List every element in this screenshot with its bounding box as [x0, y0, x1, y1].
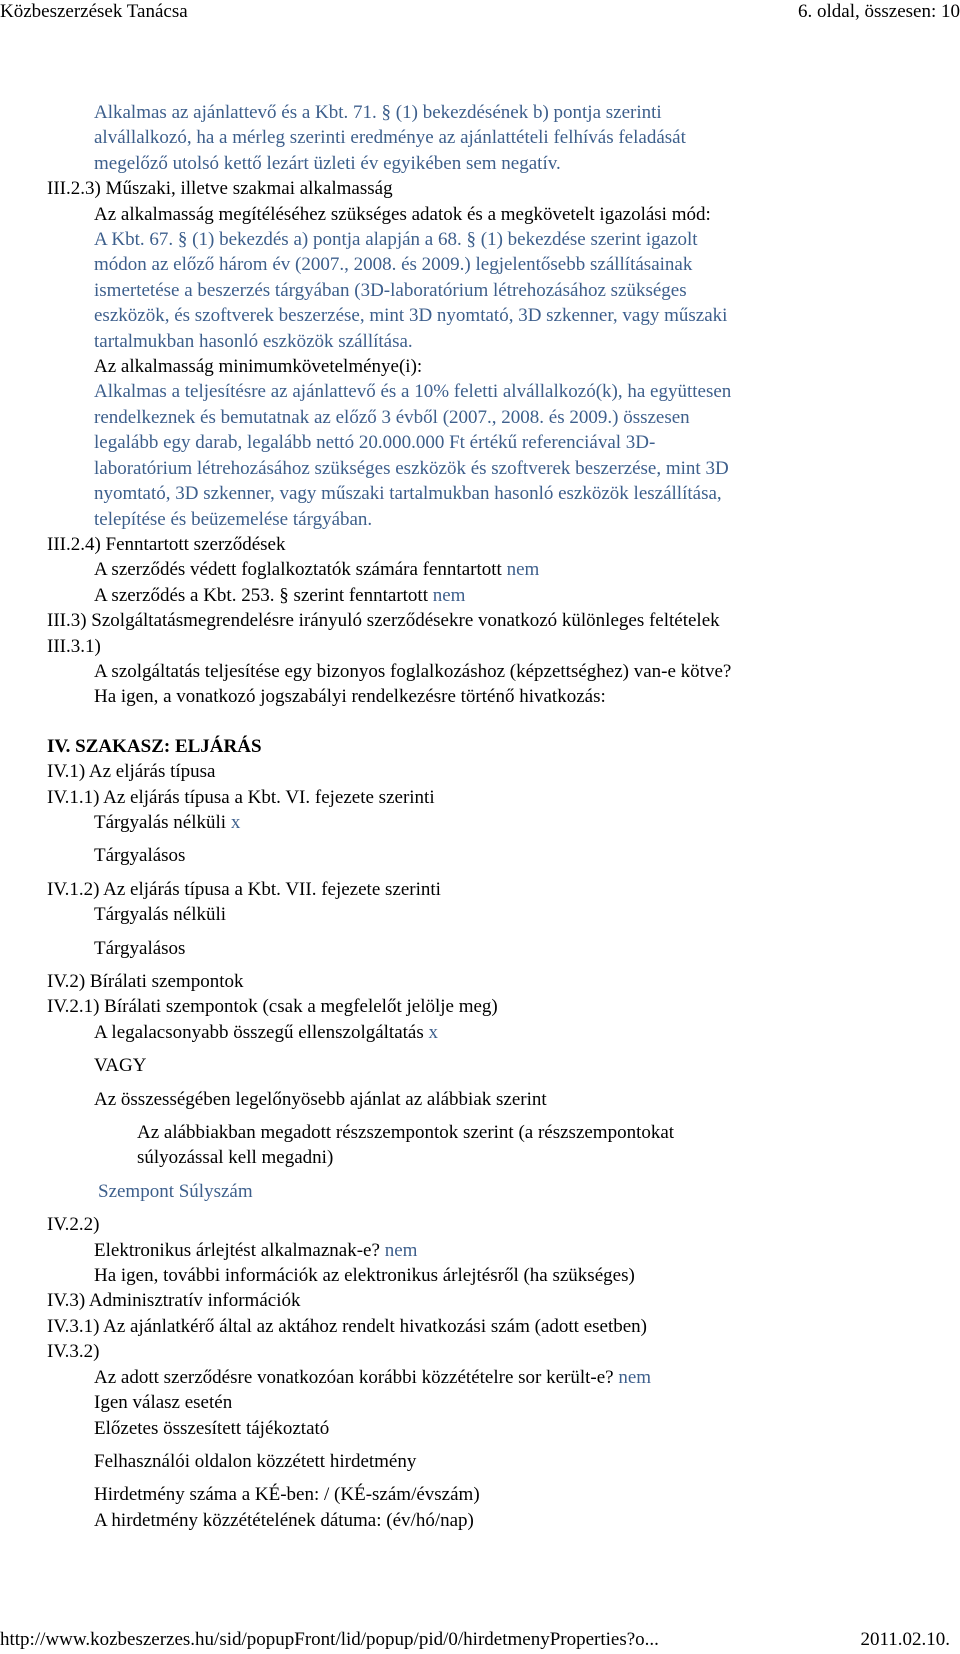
- document-body: [47, 100, 947, 1533]
- field-label: Felhasználói oldalon közzétett hirdetmény: [94, 1450, 417, 1472]
- criteria-table-header: Szempont Súlyszám: [98, 1180, 253, 1202]
- section-title: III.2.3) Műszaki, illetve szakmai alkalmasság: [47, 178, 393, 200]
- minimum-requirement-line: nyomtató, 3D szkenner, vagy műszaki tartalmukban hasonló eszközök leszállítása,: [94, 483, 722, 505]
- field-value: nem: [618, 1366, 652, 1388]
- header-site-title: Közbeszerzések Tanácsa: [0, 1, 188, 22]
- field-label: A szerződés védett foglalkoztatók számára fenntartott: [94, 559, 502, 581]
- field-label: súlyozással kell megadni): [137, 1147, 334, 1169]
- part-heading: IV. SZAKASZ: ELJÁRÁS: [47, 735, 262, 757]
- field-label: Ha igen, a vonatkozó jogszabályi rendelkezésre történő hivatkozás:: [94, 686, 606, 708]
- field-row: [47, 1238, 947, 1263]
- section-title: III.3) Szolgáltatásmegrendelésre irányuló szerződésekre vonatkozó különleges feltételek: [47, 610, 720, 632]
- field-label: Az alkalmasság minimumkövetelménye(i):: [94, 356, 423, 378]
- section-title: IV.1) Az eljárás típusa: [47, 761, 216, 783]
- field-value: nem: [506, 559, 540, 581]
- minimum-requirement-line: telepítése és beüzemelése tárgyában.: [94, 508, 373, 530]
- field-label: Tárgyalásos: [94, 845, 186, 867]
- field-row: [47, 557, 947, 582]
- field-label: Hirdetmény száma a KÉ-ben: / (KÉ-szám/évszám): [94, 1484, 480, 1506]
- section-title: III.3.1): [47, 635, 101, 657]
- field-value: nem: [384, 1239, 418, 1261]
- field-label: A szerződés a Kbt. 253. § szerint fenntartott: [94, 584, 428, 606]
- field-label: Az adott szerződésre vonatkozóan korábbi közzétételre sor került-e?: [94, 1366, 614, 1388]
- field-label: Előzetes összesített tájékoztató: [94, 1417, 330, 1439]
- field-row: [47, 1020, 947, 1045]
- field-label: A hirdetmény közzétételének dátuma: (év/hó/nap): [94, 1509, 474, 1531]
- financial-requirement-line: Alkalmas az ajánlattevő és a Kbt. 71. § (1) bekezdésének b) pontja szerinti: [94, 102, 662, 123]
- field-row: [47, 810, 947, 835]
- field-label: Elektronikus árlejtést alkalmaznak-e?: [94, 1239, 380, 1261]
- checked-mark: x: [428, 1021, 439, 1043]
- footer-date: 2011.02.10.: [860, 1629, 950, 1650]
- technical-proof-line: eszközök, és szoftverek beszerzése, mint 3D nyomtató, 3D szkenner, vagy műszaki: [94, 305, 728, 327]
- technical-proof-line: tartalmukban hasonló eszközök szállítása.: [94, 330, 413, 352]
- section-title: IV.2) Bírálati szempontok: [47, 971, 244, 992]
- checked-mark: x: [230, 811, 241, 833]
- field-label: A szolgáltatás teljesítése egy bizonyos foglalkozáshoz (képzettséghez) van-e kötve?: [94, 660, 732, 682]
- technical-proof-line: ismertetése a beszerzés tárgyában (3D-laboratórium létrehozásához szükséges: [94, 279, 687, 301]
- section-title: III.2.4) Fenntartott szerződések: [47, 533, 286, 555]
- technical-proof-line: módon az előző három év (2007., 2008. és 2009.) legjelentősebb szállításainak: [94, 254, 693, 276]
- footer-url: http://www.kozbeszerzes.hu/sid/popupFront/lid/popup/pid/0/hirdetmenyProperties?o...: [0, 1629, 659, 1650]
- section-title: IV.2.2): [47, 1214, 100, 1236]
- financial-requirement-line: alvállalkozó, ha a mérleg szerinti eredménye az ajánlattételi felhívás feladását: [94, 127, 686, 149]
- section-title: IV.1.1) Az eljárás típusa a Kbt. VI. fejezete szerinti: [47, 786, 435, 808]
- field-row: [47, 1365, 947, 1390]
- field-label: VAGY: [94, 1055, 147, 1077]
- field-value: nem: [432, 584, 466, 606]
- field-label: Ha igen, további információk az elektronikus árlejtésről (ha szükséges): [94, 1265, 635, 1287]
- field-label: Igen válasz esetén: [94, 1392, 233, 1414]
- minimum-requirement-line: Alkalmas a teljesítésre az ajánlattevő és a 10% feletti alvállalkozó(k), ha együttesen: [94, 381, 732, 403]
- field-label: Tárgyalás nélküli: [94, 904, 227, 926]
- section-title: IV.1.2) Az eljárás típusa a Kbt. VII. fejezete szerinti: [47, 878, 441, 900]
- field-label: Az alkalmasság megítéléséhez szükséges adatok és a megkövetelt igazolási mód:: [94, 203, 711, 225]
- section-title: IV.2.1) Bírálati szempontok (csak a megfelelőt jelölje meg): [47, 996, 498, 1018]
- minimum-requirement-line: laboratórium létrehozásához szükséges eszközök és szoftverek beszerzése, mint 3D: [94, 457, 729, 479]
- technical-proof-line: A Kbt. 67. § (1) bekezdés a) pontja alapján a 68. § (1) bekezdése szerint igazolt: [94, 229, 698, 251]
- minimum-requirement-line: legalább egy darab, legalább nettó 20.000.000 Ft értékű referenciával 3D-: [94, 432, 656, 454]
- field-row: [47, 583, 947, 608]
- field-label: Tárgyalásos: [94, 937, 186, 959]
- financial-requirement-line: megelőző utolsó kettő lezárt üzleti év egyikében sem negatív.: [94, 152, 561, 174]
- field-label: A legalacsonyabb összegű ellenszolgáltatás: [94, 1021, 424, 1043]
- header-page-number: 6. oldal, összesen: 10: [797, 1, 960, 22]
- field-label: Az összességében legelőnyösebb ajánlat az alábbiak szerint: [94, 1088, 547, 1110]
- section-title: IV.3.1) Az ajánlatkérő által az aktához rendelt hivatkozási szám (adott esetben): [47, 1315, 648, 1337]
- field-label: Tárgyalás nélküli: [94, 811, 227, 833]
- minimum-requirement-line: rendelkeznek és bemutatnak az előző 3 évből (2007., 2008. és 2009.) összesen: [94, 406, 690, 428]
- field-label: Az alábbiakban megadott részszempontok szerint (a részszempontokat: [137, 1122, 675, 1144]
- section-title: IV.3.2): [47, 1341, 100, 1363]
- section-title: IV.3) Adminisztratív információk: [47, 1290, 301, 1312]
